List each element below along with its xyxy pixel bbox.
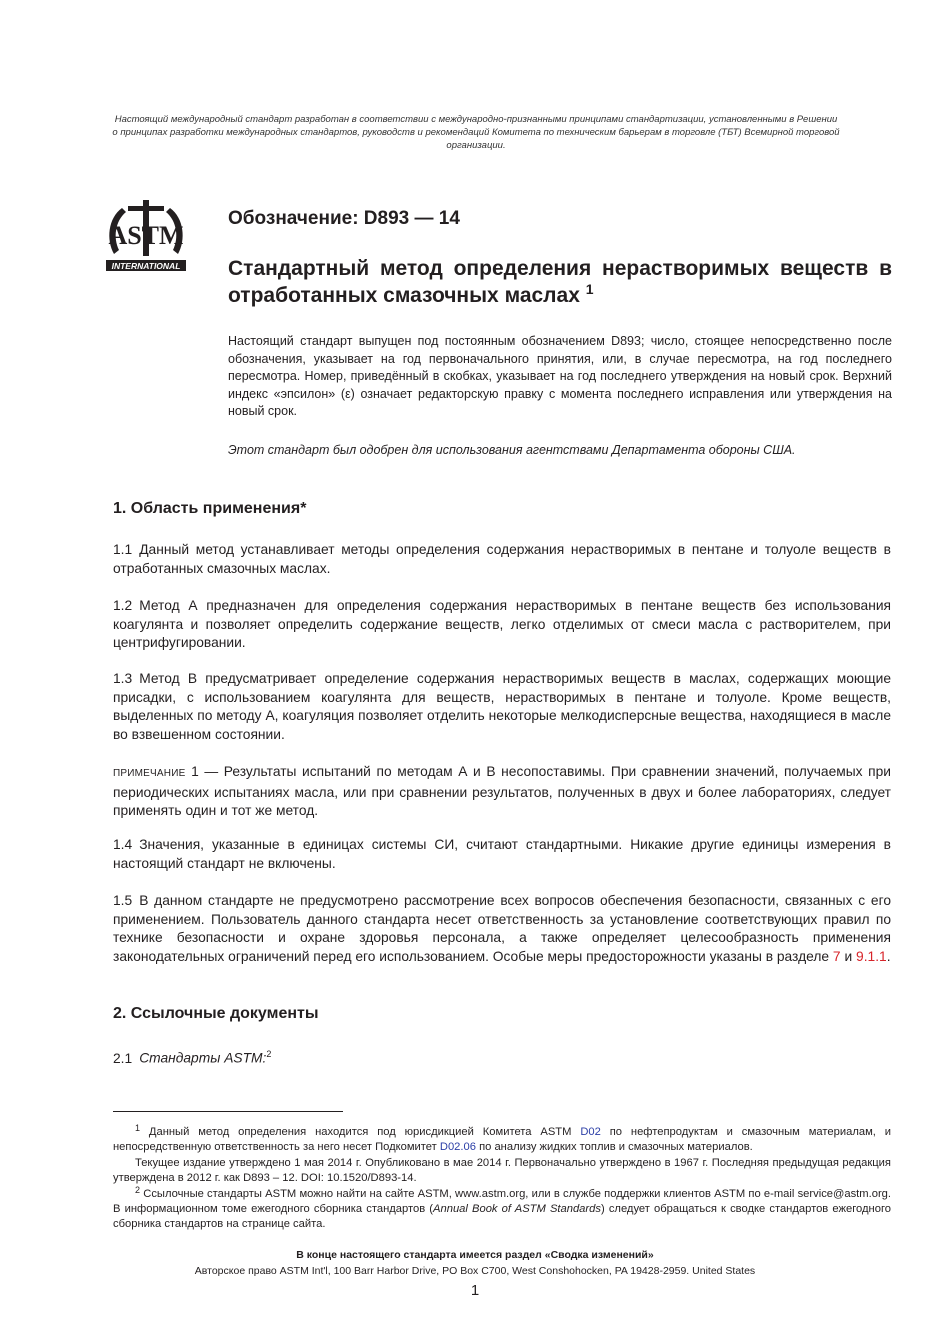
paragraph-number: 1.5 bbox=[113, 893, 133, 908]
footnote-2-ref[interactable]: 2 bbox=[266, 1049, 272, 1059]
header-notice: Настоящий международный стандарт разработан в соответствии с международно-признанными принципами стандартизации, установленными в Решении о принципах разработки международных стандартов, руководств и рекомендаций Комитета по техническим барьерам в торговле (ТБТ) Всемирной торговой организации. bbox=[112, 114, 840, 151]
paragraph-1-4 bbox=[113, 836, 891, 873]
paragraph-number: 1.2 bbox=[113, 598, 133, 613]
note-label: ПРИМЕЧАНИЕ bbox=[113, 768, 186, 779]
paragraph-number: 2.1 bbox=[113, 1050, 133, 1066]
paragraph-1-3 bbox=[113, 670, 891, 744]
subcommittee-d02-06-link[interactable]: D02.06 bbox=[439, 1141, 476, 1153]
paragraph-text: Значения, указанные в единицах системы СИ, считают стандартными. Никакие другие единицы измерения в настоящий стандарт не включены. bbox=[113, 837, 891, 871]
document-title-text: Стандартный метод определения нерастворимых веществ в отработанных смазочных маслах bbox=[228, 257, 892, 307]
paragraph-number: 1.1 bbox=[113, 542, 133, 557]
section-9-1-1-link[interactable]: 9.1.1 bbox=[856, 948, 887, 964]
paragraph-number: 1.4 bbox=[113, 837, 133, 852]
paragraph-text: Метод В предусматривает определение содержания нерастворимых веществ в маслах, содержащих моющие присадки, с использованием коагулянта для веществ, нерастворимых в пентане и толуоле. Кроме веществ, выделенных по методу А, коагуляция позволяет отделить некоторые мелкодисперсные вещества, находящиеся в масле во взвешенном состоянии. bbox=[113, 671, 891, 742]
paragraph-1-1 bbox=[113, 541, 891, 578]
footnote-1-marker: 1 bbox=[135, 1123, 141, 1133]
sentence-end: . bbox=[886, 948, 891, 964]
designation-intro: Настоящий стандарт выпущен под постоянным обозначением D893; число, стоящее непосредственно после обозначения, указывает на год первоначального принятия, или, в случае пересмотра, на год последнего пересмотра. Номер, приведённый в скобках, указывает на год последнего утверждения на новый срок. Верхний индекс «эпсилон» (ε) означает редакторскую правку с момента последнего исправления или утверждения на новый срок. bbox=[228, 334, 892, 419]
note-text: Результаты испытаний по методам А и В несопоставимы. При сравнении значений, получаемых при периодических испытаниях масла, или при сравнении результатов, полученных в двух и более лабораториях, следует применять один и тот же метод. bbox=[113, 764, 892, 818]
paragraph-1-2 bbox=[113, 597, 891, 653]
note-number: 1 — bbox=[191, 764, 219, 779]
dod-approval-note: Этот стандарт был одобрен для использования агентствами Департамента обороны США. bbox=[228, 443, 796, 457]
logo-letters: ASTM bbox=[108, 221, 184, 250]
footnote-2-marker: 2 bbox=[135, 1185, 141, 1195]
paragraph-2-1 bbox=[113, 1045, 891, 1068]
footnote-1-edition: Текущее издание утверждено 1 мая 2014 г. Опубликовано в мае 2014 г. Первоначально утверждено в 1967 г. Последняя предыдущая редакция утверждена в 2012 г. как D893 – 12. DOI: 10.1520/D893-14. bbox=[113, 1157, 891, 1184]
summary-of-changes-note: В конце настоящего стандарта имеется раздел «Сводка изменений» bbox=[296, 1249, 654, 1261]
paragraph-number: 1.3 bbox=[113, 671, 133, 686]
title-footnote-ref[interactable]: 1 bbox=[585, 281, 594, 297]
footnote-1: $^1$ Данный метод определения находится под юрисдикцией Комитета ASTM D02 по нефтепродуктам и смазочным материалам, и непосредственную ответственность за него несет Подкомитет D02.06 по анализу жидких топлив и смазочных материалов. bbox=[113, 1123, 891, 1153]
section-7-link[interactable]: 7 bbox=[832, 948, 841, 964]
copyright-line: Авторское право ASTM Int'l, 100 Barr Harbor Drive, PO Box C700, West Conshohocken, PA 19428-2959. United States bbox=[194, 1265, 756, 1277]
paragraph-text: В данном стандарте не предусмотрено рассмотрение всех вопросов обеспечения безопасности, связанных с его применением. Пользователь данного стандарта несет ответственность за установление соответствующих правил по технике безопасности и охране здоровья персонала, а также определяет целесообразность применения законодательных ограничений перед его использованием. Особые меры предосторожности указаны в разделе bbox=[113, 893, 891, 964]
logo-caption: INTERNATIONAL bbox=[111, 261, 181, 271]
astm-standards-label: Стандарты ASTM: bbox=[139, 1050, 267, 1066]
designation: Обозначение: D893 — 14 bbox=[228, 208, 460, 229]
paragraph-text: Метод А предназначен для определения содержания нерастворимых в пентане веществ без использования коагулянта и позволяет определить содержание веществ, легко отделимых от смеси масла с растворителем, при центрифугировании. bbox=[113, 598, 891, 650]
note-1 bbox=[113, 763, 891, 821]
annual-book-title: Annual Book of ASTM Standards bbox=[433, 1203, 601, 1215]
conjunction: и bbox=[844, 948, 853, 964]
page-number: 1 bbox=[470, 1282, 480, 1299]
document-title bbox=[228, 255, 892, 309]
footnote-2: $^2$ Ссылочные стандарты ASTM можно найти на сайте ASTM, www.astm.org, или в службе поддержки клиентов ASTM по e-mail service@astm.org. В информационном томе ежегодного сборника стандартов (Annual Book of ASTM Standards) следует обращаться к сводке стандартов ежегодного сборника стандартов на странице сайта. bbox=[113, 1185, 891, 1230]
section-1-heading: 1. Область применения* bbox=[113, 500, 307, 517]
committee-d02-link[interactable]: D02 bbox=[580, 1126, 601, 1138]
astm-logo bbox=[104, 196, 188, 276]
section-2-heading: 2. Ссылочные документы bbox=[113, 1005, 319, 1022]
paragraph-text: Данный метод устанавливает методы определения содержания нерастворимых в пентане и толуоле веществ в отработанных смазочных маслах. bbox=[113, 542, 891, 576]
footnote-divider bbox=[113, 1111, 343, 1112]
paragraph-1-5 bbox=[113, 892, 891, 966]
